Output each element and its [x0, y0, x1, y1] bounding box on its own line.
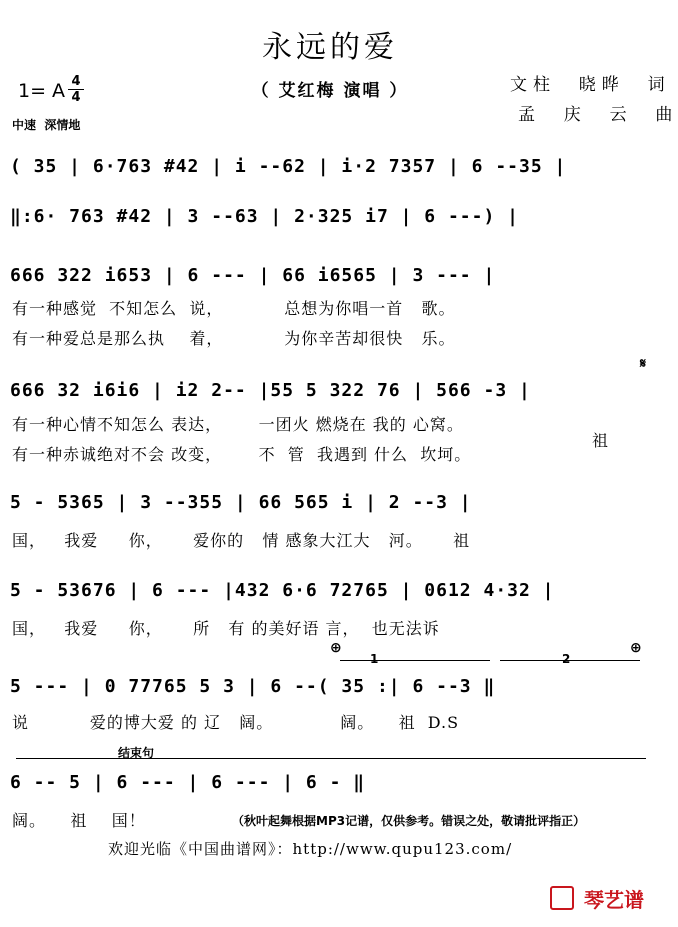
lyric-line: 阔。 祖 国！ — [12, 811, 146, 830]
volta-number: 2 — [562, 652, 571, 666]
transcription-note: （秋叶起舞根据MP3记谱，仅供参考。错误之处，敬请批评指正） — [232, 814, 586, 828]
score-row: 5 - 5365 | 3 --355 | 66 565 i | 2 --3 | — [10, 492, 472, 513]
score-row: 5 - 53676 | 6 --- |432 6·6 72765 | 0612 4·32 | — [10, 580, 555, 601]
score-row: 6 -- 5 | 6 --- | 6 --- | 6 - ‖ — [10, 772, 366, 793]
singer-credit: （ 艾红梅 演唱 ） — [251, 81, 409, 101]
tempo-marking: 中速 深情地 — [12, 118, 81, 132]
volta-number: 1 — [370, 652, 379, 666]
score-row: 666 32 i6i6 | i2 2-- |55 5 322 76 | 566 -3 | — [10, 380, 531, 401]
section-label: 结束句 — [118, 746, 155, 760]
key-signature: 1= A — [18, 80, 66, 102]
brand-name: 琴艺谱 — [584, 888, 644, 912]
section-line — [16, 758, 646, 759]
time-signature — [68, 74, 84, 105]
segno-mark: 𝄋 — [640, 356, 647, 372]
brand-logo-icon — [550, 886, 574, 910]
composer-credit: 孟 庆 云 曲 — [518, 105, 678, 125]
lyric-line: 有一种心情不知怎么 表达， 一团火 燃烧在 我的 心窝。 — [12, 415, 464, 434]
lyricist-credit: 文柱 晓晔 词 — [510, 75, 671, 95]
time-signature-bottom: 4 — [71, 90, 81, 105]
lyric-line: 国， 我爱 你， 所 有 的美好语 言， 也无法诉 — [12, 619, 440, 638]
score-row: ‖:6· 763 #42 | 3 --63 | 2·325 i7 | 6 ---) | — [10, 206, 519, 227]
coda-mark: ⊕ — [630, 640, 642, 656]
lyric-line: 有一种爱总是那么执 着， 为你辛苦却很快 乐。 — [12, 329, 456, 348]
site-footer: 欢迎光临《中国曲谱网》：http://www.qupu123.com/ — [108, 840, 513, 858]
volta-bracket — [340, 660, 490, 661]
song-title: 永远的爱 — [262, 30, 398, 65]
score-row: 666 322 i653 | 6 --- | 66 i6565 | 3 --- | — [10, 265, 496, 286]
lyric-line: 有一种赤诚绝对不会 改变， 不 管 我遇到 什么 坎坷。 — [12, 445, 472, 464]
lyric-line: 国， 我爱 你， 爱你的 情 感象大江大 河。 祖 — [12, 531, 471, 550]
score-row: 5 --- | 0 77765 5 3 | 6 --( 35 :| 6 --3 ‖ — [10, 676, 496, 697]
coda-mark: ⊕ — [330, 640, 342, 656]
lyric-line: 祖 — [592, 431, 610, 450]
lyric-line: 有一种感觉 不知怎么 说， 总想为你唱一首 歌。 — [12, 299, 456, 318]
lyric-line: 说 爱的博大爱 的 辽 阔。 阔。 祖 D.S — [12, 713, 460, 732]
time-signature-top: 4 — [71, 74, 81, 89]
score-row: ( 35 | 6·763 #42 | i --62 | i·2 7357 | 6 --35 | — [10, 156, 567, 177]
